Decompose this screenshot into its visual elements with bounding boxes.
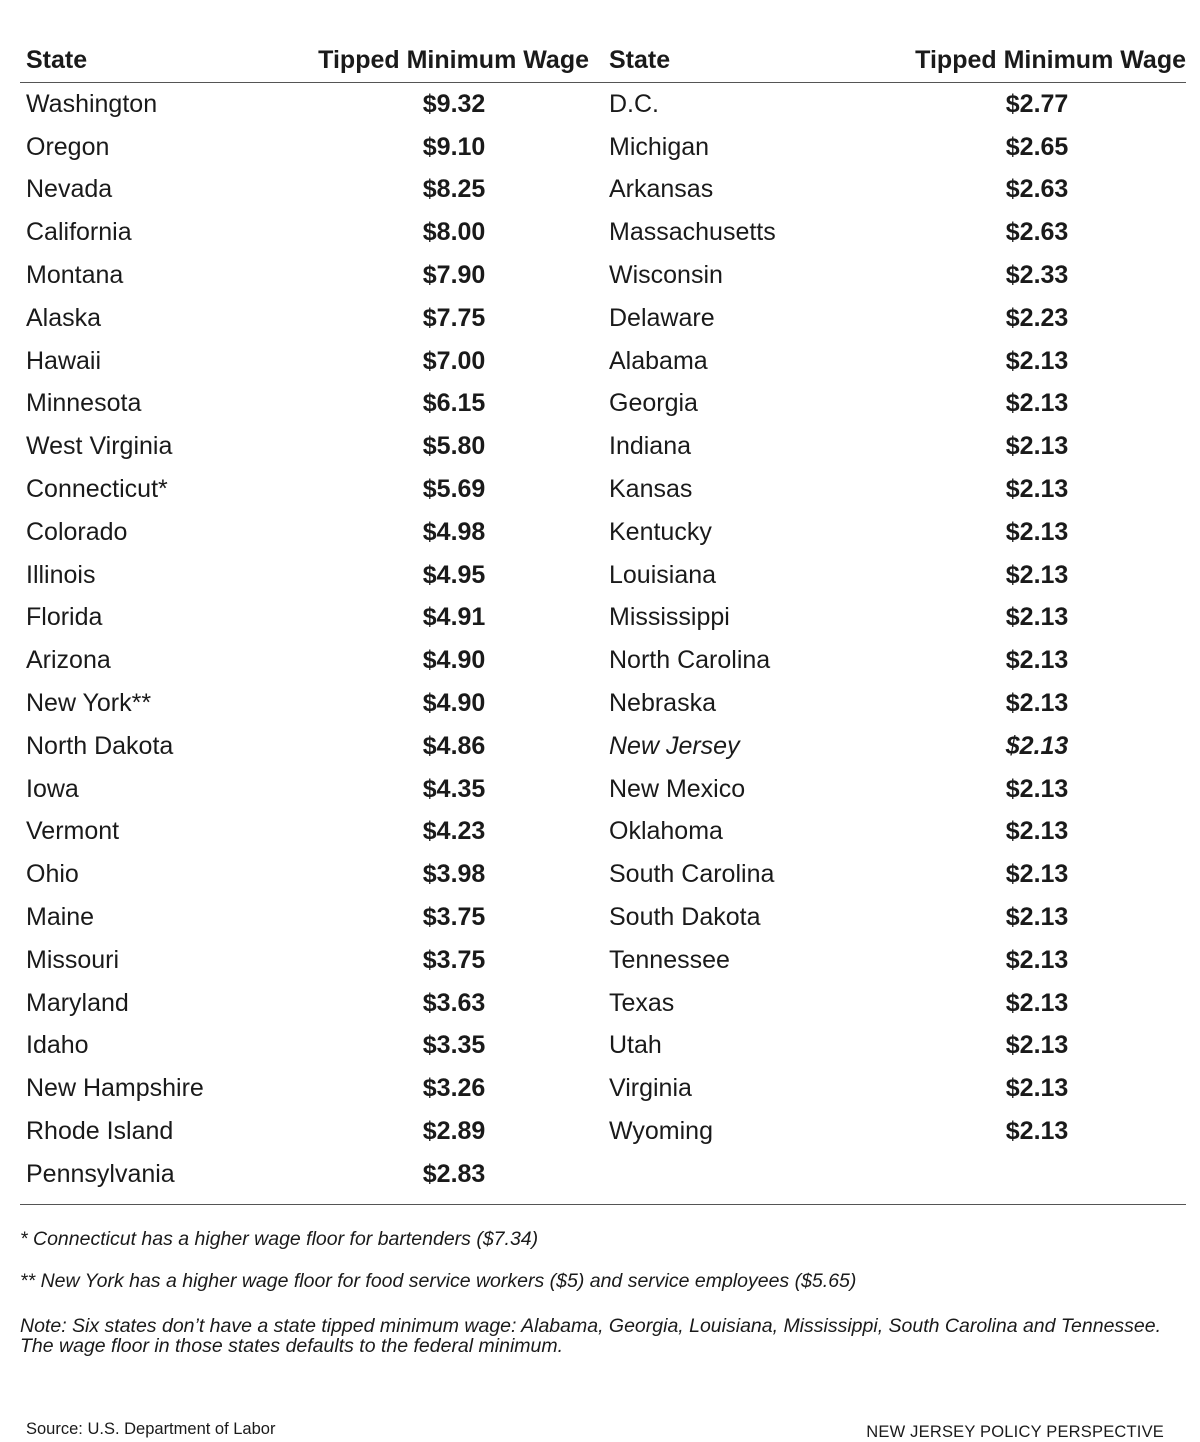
table-row — [603, 982, 1186, 1025]
state-name: Montana — [26, 261, 124, 290]
state-name: Wisconsin — [609, 261, 723, 290]
wage-value: $7.00 — [422, 346, 486, 375]
header-tipped-minimum-wage: Tipped Minimum Wage — [318, 45, 589, 74]
wage-value: $2.13 — [1005, 945, 1069, 974]
table-row — [20, 896, 603, 939]
wage-value: $9.32 — [422, 89, 486, 118]
right-column-header — [603, 38, 1186, 83]
header-tipped-minimum-wage: Tipped Minimum Wage — [915, 45, 1186, 74]
state-name: Kentucky — [609, 517, 712, 546]
state-name: Nebraska — [609, 689, 716, 718]
wage-value: $2.13 — [1005, 560, 1069, 589]
wage-value: $3.75 — [422, 903, 486, 932]
state-name: Ohio — [26, 860, 79, 889]
right-rows — [603, 83, 1186, 1153]
wage-value: $2.77 — [1005, 89, 1069, 118]
table-row — [20, 425, 603, 468]
state-name: New York** — [26, 689, 152, 718]
wage-value: $2.13 — [1005, 432, 1069, 461]
table-row — [20, 383, 603, 426]
source-label: Source: U.S. Department of Labor — [26, 1420, 276, 1438]
wage-value: $2.13 — [1005, 389, 1069, 418]
state-name: New Hampshire — [26, 1074, 204, 1103]
table-row — [603, 597, 1186, 640]
table-row — [20, 853, 603, 896]
state-name: Colorado — [26, 517, 128, 546]
footnote-new-york: ** New York has a higher wage floor for food service workers ($5) and service employees ($5.65) — [20, 1270, 857, 1292]
state-name: Pennsylvania — [26, 1159, 175, 1188]
state-name: Alaska — [26, 303, 102, 332]
state-name: Georgia — [609, 389, 698, 418]
wage-value: $2.13 — [1005, 731, 1069, 760]
wage-value: $3.63 — [422, 988, 486, 1017]
table-row — [603, 340, 1186, 383]
wage-value: $2.33 — [1005, 261, 1069, 290]
table-row — [20, 1025, 603, 1068]
wage-value: $3.98 — [422, 860, 486, 889]
wage-value: $5.69 — [422, 475, 486, 504]
wage-value: $3.35 — [422, 1031, 486, 1060]
wage-value: $2.89 — [422, 1117, 486, 1146]
table-row — [20, 682, 603, 725]
table-row — [603, 468, 1186, 511]
wage-value: $7.75 — [422, 303, 486, 332]
table-row — [20, 554, 603, 597]
table-row — [603, 896, 1186, 939]
right-column — [603, 38, 1186, 1196]
state-name: Arizona — [26, 646, 111, 675]
table-row — [20, 639, 603, 682]
state-name: D.C. — [609, 89, 659, 118]
state-name: Louisiana — [609, 560, 717, 589]
wage-value: $5.80 — [422, 432, 486, 461]
state-name: North Dakota — [26, 731, 174, 760]
note-text: Note: Six states don’t have a state tipped minimum wage: Alabama, Georgia, Louisiana, Mississippi, South Carolina and Tennessee. The wage floor in those states defaults to the federal minimum. — [20, 1315, 1162, 1357]
wage-value: $9.10 — [422, 132, 486, 161]
table-row — [20, 768, 603, 811]
table-row — [603, 939, 1186, 982]
wage-value: $7.90 — [422, 261, 486, 290]
table-row — [20, 811, 603, 854]
table-row — [20, 939, 603, 982]
state-name: Iowa — [26, 774, 79, 803]
state-name: Missouri — [26, 945, 120, 974]
wage-value: $3.75 — [422, 945, 486, 974]
wage-value: $2.13 — [1005, 517, 1069, 546]
table-row — [603, 169, 1186, 212]
left-column-header — [20, 38, 603, 83]
table-row — [20, 1110, 603, 1153]
state-name: Utah — [609, 1031, 662, 1060]
state-name: North Carolina — [609, 646, 771, 675]
wage-value: $6.15 — [422, 389, 486, 418]
wage-value: $2.13 — [1005, 646, 1069, 675]
wage-value: $2.13 — [1005, 475, 1069, 504]
wage-value: $2.13 — [1005, 903, 1069, 932]
table-row — [20, 1153, 603, 1196]
state-name: Delaware — [609, 303, 715, 332]
wage-table — [20, 38, 1186, 1196]
header-state: State — [26, 45, 88, 74]
state-name: Connecticut* — [26, 475, 168, 504]
state-name: California — [26, 218, 132, 247]
state-name: Maryland — [26, 988, 129, 1017]
state-name: Indiana — [609, 432, 692, 461]
state-name: Vermont — [26, 817, 120, 846]
table-row — [20, 126, 603, 169]
state-name: Massachusetts — [609, 218, 776, 247]
state-name: Oregon — [26, 132, 110, 161]
state-name: Rhode Island — [26, 1117, 174, 1146]
state-name: Alabama — [609, 346, 708, 375]
table-row — [603, 297, 1186, 340]
state-name: Kansas — [609, 475, 693, 504]
state-name: New Jersey — [609, 731, 740, 760]
wage-value: $2.13 — [1005, 1074, 1069, 1103]
wage-value: $4.90 — [422, 646, 486, 675]
wage-value: $4.86 — [422, 731, 486, 760]
wage-value: $2.13 — [1005, 346, 1069, 375]
table-row — [20, 982, 603, 1025]
wage-value: $2.13 — [1005, 603, 1069, 632]
state-name: Washington — [26, 89, 158, 118]
wage-value: $4.95 — [422, 560, 486, 589]
header-state: State — [609, 45, 671, 74]
wage-value: $2.13 — [1005, 817, 1069, 846]
table-row — [603, 725, 1186, 768]
state-name: Maine — [26, 903, 95, 932]
wage-value: $4.98 — [422, 517, 486, 546]
wage-value: $4.91 — [422, 603, 486, 632]
wage-value: $2.65 — [1005, 132, 1069, 161]
table-row — [20, 511, 603, 554]
wage-value: $2.13 — [1005, 774, 1069, 803]
state-name: Minnesota — [26, 389, 142, 418]
table-row — [603, 682, 1186, 725]
table-row — [20, 1067, 603, 1110]
table-row — [603, 383, 1186, 426]
wage-value: $2.63 — [1005, 218, 1069, 247]
state-name: Mississippi — [609, 603, 730, 632]
table-row — [603, 254, 1186, 297]
wage-value: $2.13 — [1005, 988, 1069, 1017]
state-name: South Carolina — [609, 860, 775, 889]
state-name: Wyoming — [609, 1117, 713, 1146]
left-column — [20, 38, 603, 1196]
state-name: West Virginia — [26, 432, 173, 461]
table-row — [603, 639, 1186, 682]
state-name: Illinois — [26, 560, 96, 589]
wage-value: $3.26 — [422, 1074, 486, 1103]
state-name: Arkansas — [609, 175, 714, 204]
wage-value: $2.63 — [1005, 175, 1069, 204]
state-name: Texas — [609, 988, 675, 1017]
table-row — [603, 853, 1186, 896]
wage-value: $8.00 — [422, 218, 486, 247]
state-name: New Mexico — [609, 774, 746, 803]
state-name: South Dakota — [609, 903, 761, 932]
wage-value: $2.83 — [422, 1159, 486, 1188]
state-name: Oklahoma — [609, 817, 723, 846]
table-row — [20, 297, 603, 340]
wage-value: $4.23 — [422, 817, 486, 846]
table-row — [603, 554, 1186, 597]
table-row — [603, 811, 1186, 854]
table-row — [603, 1067, 1186, 1110]
wage-value: $2.13 — [1005, 689, 1069, 718]
credit-label: NEW JERSEY POLICY PERSPECTIVE — [866, 1423, 1164, 1441]
wage-value: $2.13 — [1005, 1031, 1069, 1060]
footnote-connecticut: * Connecticut has a higher wage floor for bartenders ($7.34) — [20, 1228, 539, 1250]
table-bottom-divider — [20, 1204, 1186, 1205]
table-row — [603, 425, 1186, 468]
table-row — [603, 768, 1186, 811]
state-name: Hawaii — [26, 346, 102, 375]
state-name: Virginia — [609, 1074, 692, 1103]
table-row — [603, 126, 1186, 169]
table-row — [20, 340, 603, 383]
table-row — [603, 1110, 1186, 1153]
state-name: Michigan — [609, 132, 710, 161]
wage-value: $4.35 — [422, 774, 486, 803]
table-row — [20, 169, 603, 212]
table-row — [20, 83, 603, 126]
table-row — [20, 211, 603, 254]
table-row — [603, 83, 1186, 126]
table-row — [20, 254, 603, 297]
wage-value: $2.13 — [1005, 860, 1069, 889]
left-rows — [20, 83, 603, 1196]
table-row — [603, 1025, 1186, 1068]
state-name: Florida — [26, 603, 103, 632]
wage-value: $4.90 — [422, 689, 486, 718]
state-name: Tennessee — [609, 945, 730, 974]
wage-value: $2.13 — [1005, 1117, 1069, 1146]
table-row — [603, 511, 1186, 554]
table-row — [20, 597, 603, 640]
state-name: Nevada — [26, 175, 113, 204]
wage-value: $2.23 — [1005, 303, 1069, 332]
table-row — [20, 725, 603, 768]
table-row — [603, 211, 1186, 254]
table-row — [20, 468, 603, 511]
state-name: Idaho — [26, 1031, 89, 1060]
wage-value: $8.25 — [422, 175, 486, 204]
